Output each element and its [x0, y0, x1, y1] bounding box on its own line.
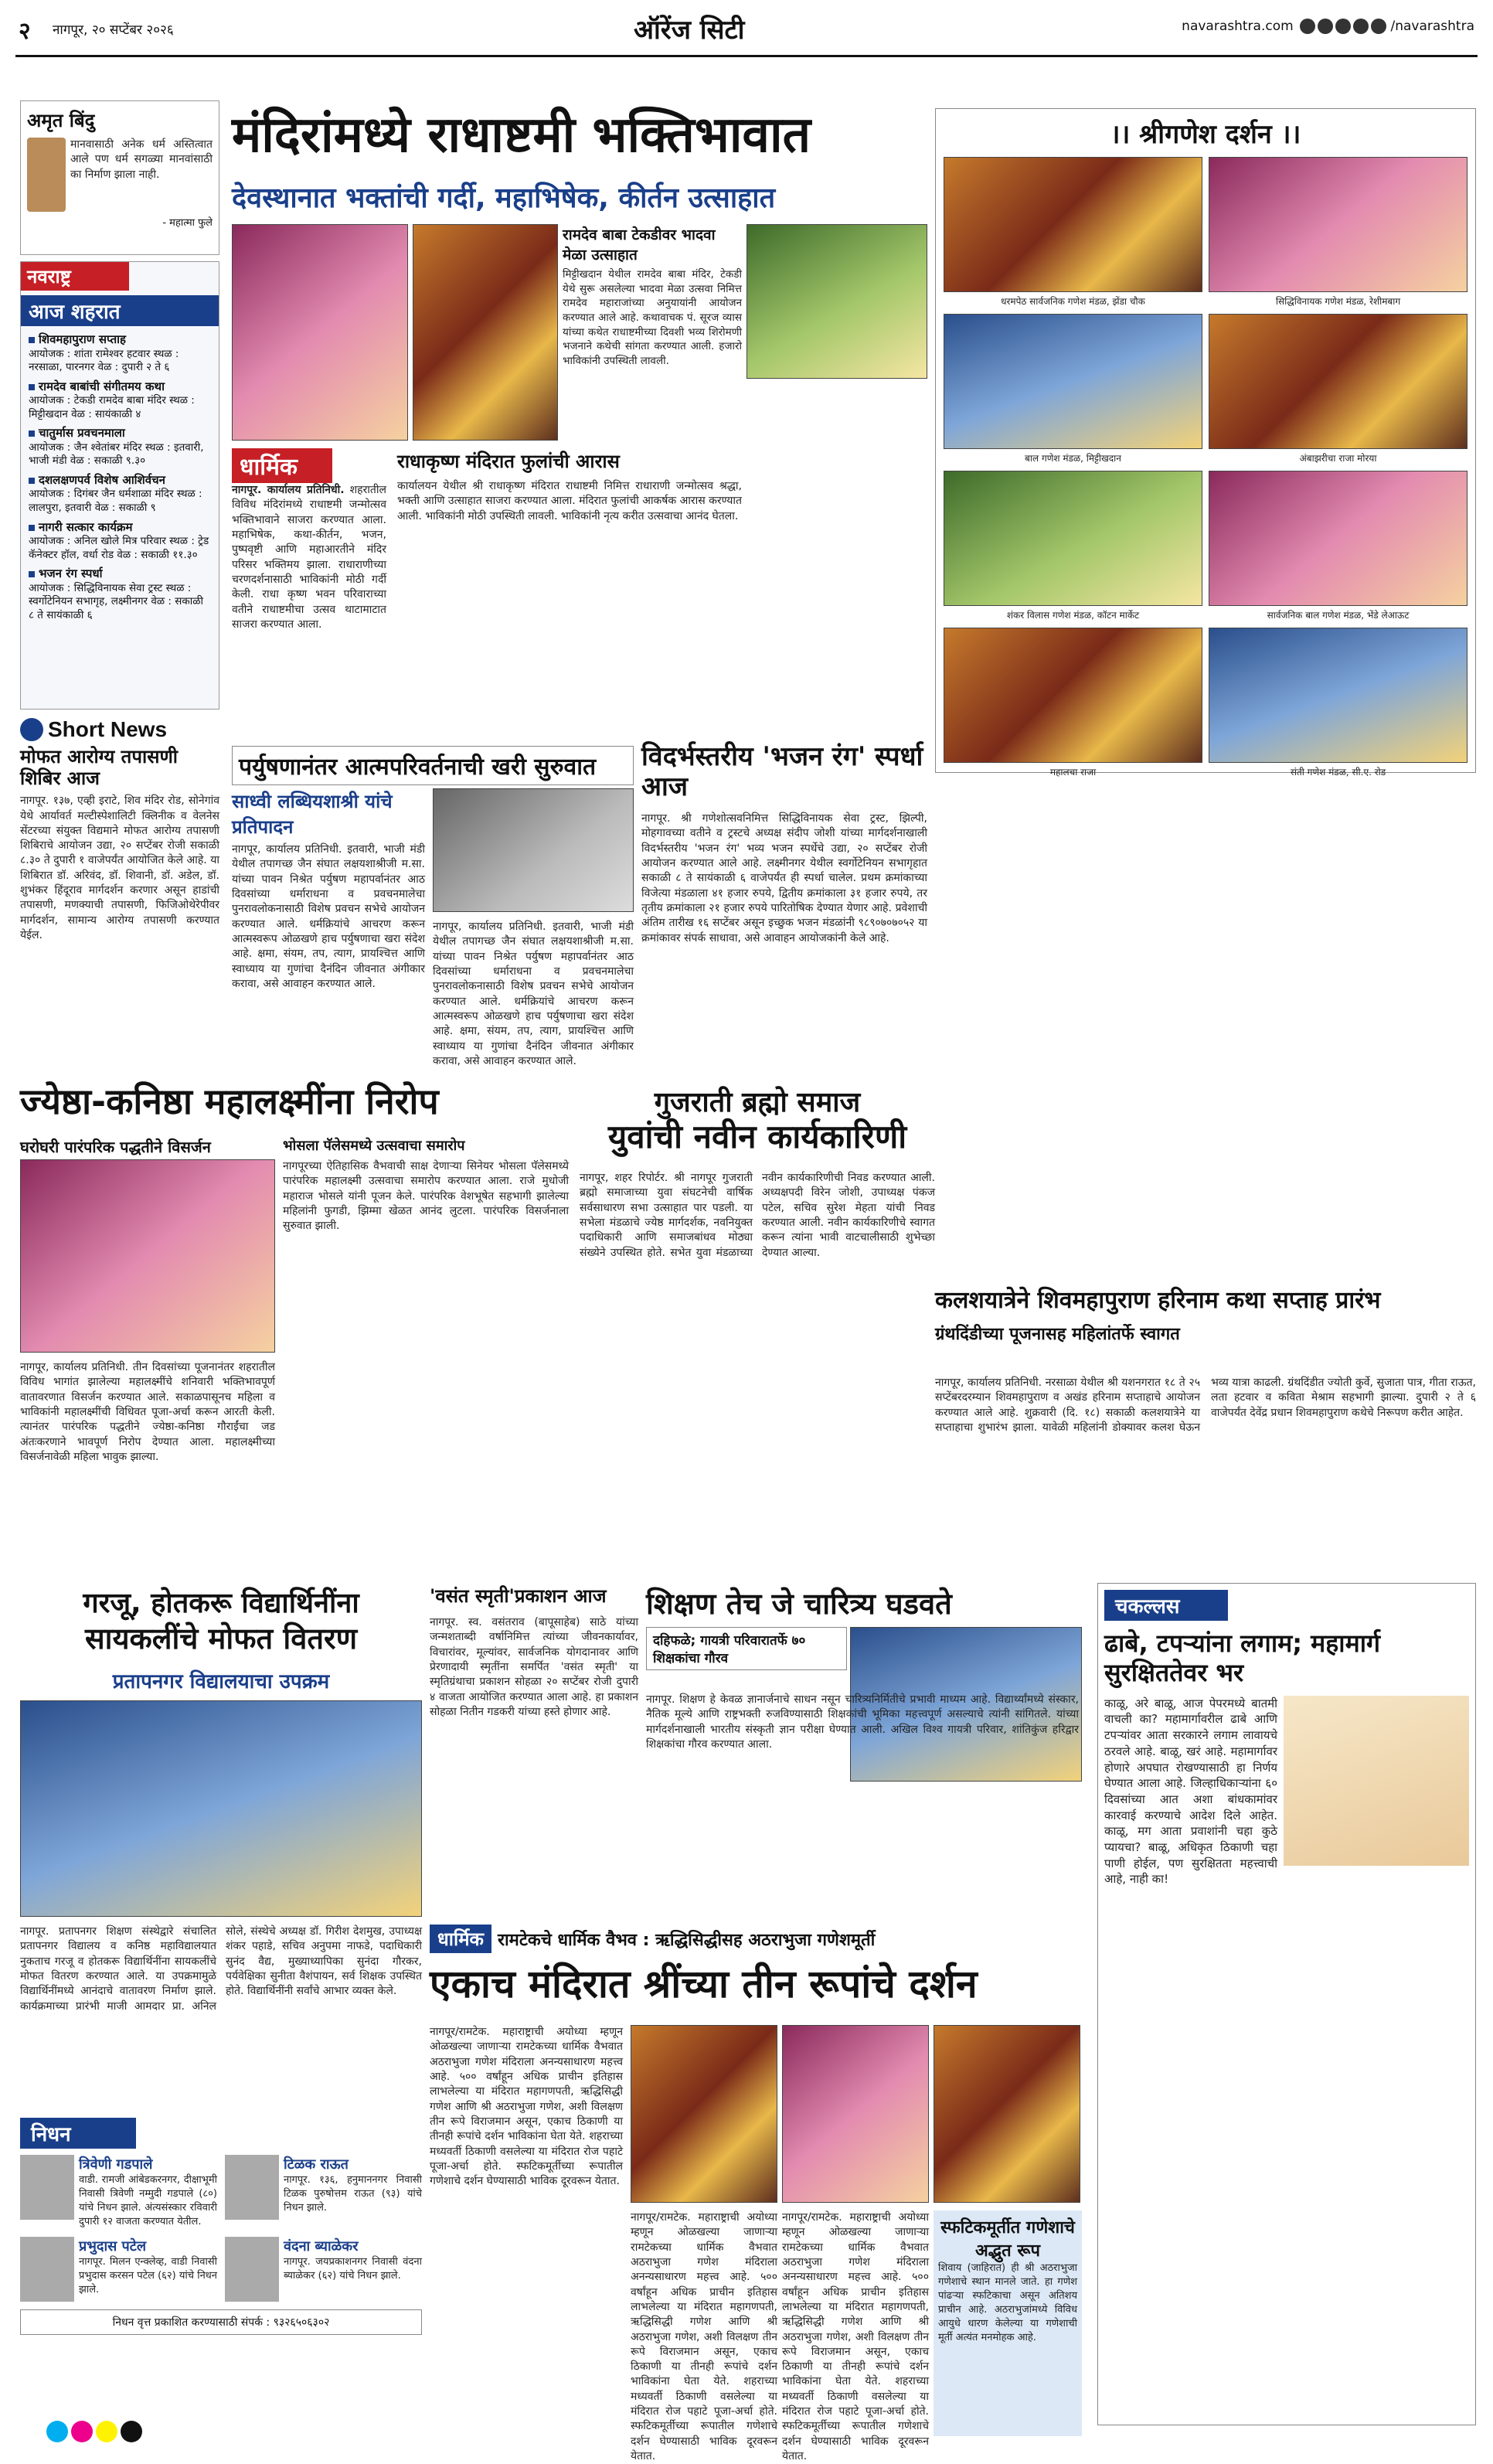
obituary-text: वाडी. रामजी आंबेडकरनगर, दीक्षाभूमी निवासी त्रिवेणी नम्मुदी गडपाले (८०) यांचे निधन झाले. अंत्यसंस्कार रविवारी दुपारी १२ वाजता करण्यात येतील. — [79, 2174, 217, 2227]
site-link[interactable]: navarashtra.com — [1182, 19, 1294, 34]
chakallas-box — [1097, 1583, 1476, 2425]
linkedin-icon[interactable] — [1371, 19, 1386, 34]
obituary-item — [225, 2237, 422, 2302]
ganesh-caption: महालचा राजा — [1049, 767, 1097, 778]
cycles-headline: गरजू, होतकरू विद्यार्थिनींना — [83, 1588, 359, 1619]
short-news-title: मोफत आरोग्य तपासणी शिबिर आज — [20, 746, 179, 789]
aaj-item-title: भजन रंग स्पर्धा — [29, 567, 103, 580]
short-news-box — [20, 717, 219, 980]
ganesh-tile — [944, 157, 1202, 308]
obituary-item — [20, 2155, 217, 2229]
sphatik-box — [934, 2210, 1082, 2436]
social-handle[interactable]: /navarashtra — [1390, 19, 1474, 34]
aaj-item-detail: आयोजक : टेकडी रामदेव बाबा मंदिर स्थळ : मिट्टीखदान वेळ : सायंकाळी ४ — [29, 394, 195, 420]
aaj-item-detail: आयोजक : दिगंबर जैन धर्मशाळा मंदिर स्थळ : लालपुरा, इतवारी वेळ : सकाळी ९ — [29, 488, 202, 515]
ganesh-caption: अंबाझरीचा राजा मोरया — [1299, 453, 1377, 464]
amrit-quote: मानवासाठी अनेक धर्म अस्तित्वात आले पण धर्म सगळ्या मानवांसाठी का निर्माण झाला नाही. — [70, 138, 213, 181]
aaj-item-title: नागरी सत्कार कार्यक्रम — [29, 520, 132, 534]
ganesh-tile — [944, 314, 1202, 465]
ganesh-idol-photo — [944, 628, 1202, 763]
paryushan-headline: पर्युषणानंतर आत्मपरिवर्तनाची खरी सुरुवात — [232, 746, 634, 785]
page-number: २ — [19, 18, 31, 45]
obituary-name: प्रभुदास पटेल — [79, 2238, 147, 2255]
aaj-item-title: रामदेव बाबांची संगीतमय कथा — [29, 379, 165, 393]
ganesh-tile — [1209, 157, 1467, 308]
kalash-sub: ग्रंथदिंडीच्या पूजनासह महिलांतर्फे स्वागत — [935, 1325, 1180, 1344]
radha-krishna-photo — [232, 224, 408, 441]
ganesh-photo-1 — [631, 2025, 777, 2203]
obituary-photo — [20, 2155, 74, 2220]
bhajan-text: नागपूर. श्री गणेशोत्सवनिमित्त सिद्धिविनायक सेवा ट्रस्ट, झिल्पी, मोहगावच्या वतीने व ट्रस्टचे अध्यक्ष संदीप जोशी यांच्या मार्गदर्शनाखाली विदर्भस्तरीय 'भजन रंग' भव्य भजन स्पर्धेचे उद्या, २० सप्टेंबर रोजी आयोजन करण्यात आले आहे. लक्ष्मीनगर येथील स्वर्गोटेनियन सभागृहात सकाळी ८ ते सायंकाळी ६ वाजेपर्यंत ही स्पर्धा चालेल. प्रथम क्रमांकाच्या विजेत्या मंडळाला ४१ हजार रुपये, द्वितीय क्रमांकाला ३१ हजार रुपये, तर तृतीय क्रमांकाला २१ हजार रुपये पारितोषिक देण्यात येणार आहे. प्रवेशाची अंतिम तारीख १६ सप्टेंबर असून इच्छुक भजन मंडळांनी ९८९०७०७०५२ या क्रमांकावर संपर्क साधावा, असे आवाहन आयोजकांनी केले आहे. — [641, 812, 927, 944]
aaj-item — [29, 567, 211, 622]
paryushan-text-2: नागपूर, कार्यालय प्रतिनिधी. इतवारी, भाजी मंडी येथील तपागच्छ जैन संघात लक्षयशाश्रीजी म.सा. यांच्या पावन निश्रेत पर्युषण महापर्वानंतर आठ दिवसांच्या धर्माराधना व प्रवचनमालेचा पुनरावलोकनासाठी विशेष प्रवचन सभेचे आयोजन करण्यात आले. धर्मक्रियांचे आचरण करून आत्मस्वरूप ओळखणे हाच पर्युषणाचा खरा संदेश आहे. क्षमा, संयम, तप, त्याग, प्रायश्चित्त आणि स्वाध्याय या गुणांचा दैनंदिन जीवनात अंगीकार करावा, असे आवाहन करण्यात आले. — [433, 921, 634, 1067]
ramtek-kicker-bar — [430, 1925, 1083, 1953]
nidhan-note: निधन वृत्त प्रकाशित करण्यासाठी संपर्क : ९३२६५०६३०२ — [20, 2309, 422, 2335]
brand-label: नवराष्ट्र — [21, 262, 129, 291]
facebook-icon[interactable] — [1300, 19, 1315, 34]
aaj-item-title: शिवमहापुराण सप्ताह — [29, 332, 126, 346]
mahalaxmi-photo — [20, 1159, 275, 1353]
obituary-photo — [20, 2237, 74, 2302]
edition-date: नागपूर, २० सप्टेंबर २०२६ — [53, 22, 174, 38]
aaj-item-detail: आयोजक : सिद्धिविनायक सेवा ट्रस्ट स्थळ : स्वर्गोटेनियन सभागृह, लक्ष्मीनगर वेळ : सकाळी ८ ते सायंकाळी ६ — [29, 581, 204, 621]
ramdev-section — [563, 224, 742, 368]
aaj-item — [29, 426, 211, 468]
cartoon-illustration — [1284, 1696, 1469, 1866]
chakallas-title: ढाबे, टपऱ्यांना लगाम; महामार्ग सुरक्षिततेवर भर — [1104, 1628, 1381, 1688]
ganesh-photo-3 — [934, 2025, 1080, 2203]
vasant-headline: 'वसंत स्मृती'प्रकाशन आज — [430, 1585, 607, 1607]
ganesh-idol-photo — [944, 157, 1202, 292]
ganesh-darshan-panel — [935, 108, 1476, 778]
amrit-author: - महात्मा फुले — [162, 217, 213, 229]
ganesh-caption: शंकर विलास गणेश मंडळ, कॉटन मार्केट — [1006, 610, 1140, 621]
amrit-bindu-box — [20, 100, 219, 255]
aaj-list — [21, 331, 219, 628]
aaj-title: आज शहरात — [21, 295, 219, 326]
ganesh-tile — [1209, 628, 1467, 778]
ganesh-idol-photo — [1209, 157, 1467, 292]
lead-byline: नागपूर. कार्यालय प्रतिनिधी. — [232, 484, 345, 496]
lead-body — [232, 483, 386, 632]
paryushan-photo — [433, 788, 634, 912]
obituary-photo — [225, 2155, 279, 2220]
ganesh-idol-photo — [1209, 471, 1467, 606]
cycles-photo — [20, 1700, 422, 1917]
gujarati-text: नागपूर, शहर रिपोर्टर. श्री नागपूर गुजराती ब्रह्मो समाजाच्या युवा संघटनेची वार्षिक सर्वसाधारण सभा उत्साहात पार पडली. या सभेला मंडळाचे ज्येष्ठ मार्गदर्शक, नवनियुक्त पदाधिकारी आणि समाजबांधव मोठ्या संख्येने उपस्थित होते. सभेत युवा मंडळाच्या नवीन कार्यकारिणीची निवड करण्यात आली. अध्यक्षपदी विरेन जोशी, उपाध्यक्ष पंकज पटेल, सचिव सुरेश मेहता यांची निवड करण्यात आली. नवीन कार्यकारिणीचे स्वागत करून त्यांना भावी वाटचालीसाठी शुभेच्छा देण्यात आल्या. — [580, 1172, 935, 1259]
ganesh-idol-photo — [944, 471, 1202, 606]
amrit-title: अमृत बिंदु — [27, 110, 95, 131]
obituary-item — [20, 2237, 217, 2302]
obituary-photo — [225, 2237, 279, 2302]
sphatik-text: शिवाय (जाहिरात) ही श्री अठराभुजा गणेशाचे स्थान मानले जाते. हा गणेश पांढऱ्या स्फटिकाचा असून अतिशय प्राचीन आहे. अठराभुजांमध्ये विविध आयुधे धारण केलेल्या या गणेशाची मूर्ती अत्यंत मनमोहक आहे. — [938, 2262, 1077, 2343]
ganesh-idol-photo — [944, 314, 1202, 449]
kalash-text: नागपूर, कार्यालय प्रतिनिधी. नरसाळा येथील श्री यशनगरात १८ ते २५ सप्टेंबरदरम्यान शिवमहापुराण व अखंड हरिनाम सप्ताहाचे आयोजन करण्यात आले आहे. शुक्रवारी (दि. १८) सकाळी कलशयात्रेने या सप्ताहाचा शुभारंभ झाला. यावेळी महिलांनी डोक्यावर कलश घेऊन भव्य यात्रा काढली. ग्रंथदिंडीत ज्योती कुर्वे, सुजाता पात्र, गीता राऊत, लता हटवार व कविता मेश्राम सहभागी झाल्या. दुपारी २ ते ६ वाजेपर्यंत देवेंद्र प्रधान शिवमहापुराण कथेचे निरूपण करीत आहेत. — [935, 1377, 1476, 1434]
gujarati-headline-2: युवांची नवीन कार्यकारिणी — [607, 1118, 907, 1155]
chakallas-text: काळू, अरे बाळू, आज पेपरमध्ये बातमी वाचली का? महामार्गावरील ढाबे आणि टपऱ्यांवर आता सरकारने लगाम लावायचे ठरवले आहे. बाळू, खरं आहे. महामार्गावर होणारे अपघात रोखण्यासाठी हा निर्णय घेण्यात आला आहे. जिल्हाधिकाऱ्यांना ६० दिवसांच्या आत अशा बांधकामांवर कारवाई करण्याचे आदेश दिले आहेत. काळू, मग आता प्रवाशांनी चहा कुठे प्यायचा? बाळू, अधिकृत ठिकाणी चहा पाणी होईल, पण सुरक्षितता महत्त्वाची आहे, नाही का! — [1104, 1696, 1277, 1887]
aaj-item — [29, 379, 211, 422]
temple-photo — [413, 224, 558, 441]
ramtek-kicker: रामटेकचे धार्मिक वैभव : ऋद्धिसिद्धीसह अठराभुजा गणेशमूर्ती — [497, 1930, 876, 1950]
ganesh-caption: संती गणेश मंडळ, सी.ए. रोड — [1290, 767, 1386, 778]
magenta-reg-mark — [71, 2421, 93, 2442]
aaj-item-title: चातुर्मास प्रवचनमाला — [29, 426, 125, 440]
ramtek-headline: एकाच मंदिरात श्रींच्या तीन रूपांचे दर्शन — [430, 1962, 978, 2006]
x-icon[interactable] — [1335, 19, 1351, 34]
aaj-item-detail: आयोजक : अनिल खोले मित्र परिवार स्थळ : ट्रेड कॅनेक्टर हॉल, वर्धा रोड वेळ : सकाळी ११.३० — [29, 535, 209, 561]
mahalaxmi-sub: घरोघरी पारंपरिक पद्धतीने विसर्जन — [20, 1138, 211, 1156]
vasant-text: नागपूर. स्व. वसंतराव (बापूसाहेब) साठे यांच्या जन्मशताब्दी वर्षानिमित्त त्यांच्या जीवनकार्यावर, विचारांवर, मूल्यांवर, सार्वजनिक योगदानावर आणि प्रेरणादायी स्मृतींना समर्पित 'वसंत स्मृती' या स्मृतिग्रंथाचा प्रकाशन सोहळा २० सप्टेंबर रोजी दुपारी ४ वाजता आयोजित करण्यात आला आहे. हा प्रकाशन सोहळा नितीन गडकरी यांच्या हस्ते होणार आहे. — [430, 1616, 638, 1718]
nidhan-box — [20, 2118, 422, 2427]
ganesh-idol-photo — [1209, 628, 1467, 763]
ramtek-text-2: नागपूर/रामटेक. महाराष्ट्राची अयोध्या म्हणून ओळखल्या जाणाऱ्या रामटेकच्या धार्मिक वैभवात अठराभुजा गणेश मंदिराला अनन्यसाधारण महत्त्व आहे. ५०० वर्षांहून अधिक प्राचीन इतिहास लाभलेल्या या मंदिरात महागणपती, ऋद्धिसिद्धी गणेश आणि श्री अठराभुजा गणेश, अशी विलक्षण तीन रूपे विराजमान असून, एकाच ठिकाणी या तीनही रूपांचे दर्शन भाविकांना घेता येते. शहराच्या मध्यवर्ती ठिकाणी वसलेल्या या मंदिरात रोज पहाटे पूजा-अर्चा होते. स्फटिकमूर्तीच्या रूपातील गणेशाचे दर्शन घेण्यासाठी भाविक दूरवरून येतात. — [631, 2211, 777, 2462]
obituary-name: टिळक राऊत — [284, 2156, 349, 2173]
cycles-headline-2: सायकलींचे मोफत वितरण — [84, 1622, 358, 1656]
obituary-name: त्रिवेणी गडपाले — [79, 2156, 153, 2173]
nidhan-list — [20, 2155, 422, 2302]
obituary-text: नागपूर. १३६, हनुमाननगर निवासी टिळक पुरुषोत्तम राऊत (९३) यांचे निधन झाले. — [284, 2174, 422, 2214]
short-news-label: Short News — [48, 717, 168, 741]
ramdev-photo — [746, 224, 927, 379]
short-news-text: नागपूर. १३७, एव्ही इराटे, शिव मंदिर रोड, सोनेगांव येथे आर्यावर्त मल्टीस्पेशालिटी क्लिनीक व वेलनेस सेंटरच्या संयुक्त विद्यमाने मोफत आरोग्य तपासणी शिबिराचे आयोजन उद्या, २० सप्टेंबर रोजी सकाळी ८.३० ते दुपारी १ वाजेपर्यंत आयोजित केले आहे. या शिबिरात डॉ. अरिवंद, डॉ. शिवानी, डॉ. अडेल, डॉ. शुभंकर हिंदूराव मार्गदर्शन करणार असून हाडांची तपासणी, मणक्याची तपासणी, फिजिओथेरेपीवर मार्गदर्शन, सामान्य आरोग्य तपासणी करण्यात येईल. — [20, 795, 219, 941]
cycles-sub: प्रतापनगर विद्यालयाचा उपक्रम — [112, 1670, 330, 1693]
cyan-reg-mark — [46, 2421, 68, 2442]
aaj-item — [29, 332, 211, 375]
obituary-item — [225, 2155, 422, 2229]
aaj-item — [29, 520, 211, 563]
aaj-item-detail: आयोजक : शांता रामेश्वर हटवार स्थळ : नरसाळा, पारनगर वेळ : दुपारी २ ते ६ — [29, 347, 179, 374]
paryushan-text: नागपूर, कार्यालय प्रतिनिधी. इतवारी, भाजी मंडी येथील तपागच्छ जैन संघात लक्षयशाश्रीजी म.सा. यांच्या पावन निश्रेत पर्युषण महापर्वानंतर आठ दिवसांच्या धर्माराधना व प्रवचनमालेचा पुनरावलोकनासाठी विशेष प्रवचन सभेचे आयोजन करण्यात आले. धर्मक्रियांचे आचरण करून आत्मस्वरूप ओळखणे हाच पर्युषणाचा खरा संदेश आहे. क्षमा, संयम, तप, त्याग, प्रायश्चित्त आणि स्वाध्याय या गुणांचा दैनंदिन जीवनात अंगीकार करावा, असे आवाहन करण्यात आले. — [232, 843, 425, 990]
ganesh-idol-photo — [1209, 314, 1467, 449]
cycles-text: नागपूर. प्रतापनगर शिक्षण संस्थेद्वारे संचालित प्रतापनगर विद्यालय व कनिष्ठ महाविद्यालयात नुकताच गरजू व होतकरू विद्यार्थिनींना सायकलींचे मोफत वितरण करण्यात आले. या उपक्रमामुळे विद्यार्थिनींमध्ये आनंदाचे वातावरण निर्माण झाले. कार्यक्रमाच्या प्रारंभी माजी आमदार प्रा. अनिल सोले, संस्थेचे अध्यक्ष डॉ. गिरीश देशमुख, उपाध्यक्ष शंकर पहाडे, सचिव अनुपमा नाफडे, पदाधिकारी सुनंद वैद्य, मुख्याध्यापिका सुनंदा गौरकर, पर्यवेक्षिका सुनीता वैशंपायन, सर्व शिक्षक उपस्थित होते. विद्यार्थिनींनी सर्वांचे आभार व्यक्त केले. — [20, 1925, 422, 2013]
ganesh-tile — [1209, 314, 1467, 465]
ganesh-photo-2 — [782, 2025, 929, 2203]
kalash-headline: कलशयात्रेने शिवमहापुराण हरिनाम कथा सप्ताह प्रारंभ — [935, 1287, 1381, 1314]
ramdev-subhead: रामदेव बाबा टेकडीवर भादवा मेळा उत्साहात — [563, 226, 716, 264]
ganesh-caption: धरमपेठ सार्वजनिक गणेश मंडळ, झेंडा चौक — [1001, 296, 1145, 307]
sphatik-title: स्फटिकमूर्तीत गणेशाचे अद्भुत रूप — [940, 2218, 1075, 2261]
arrow-icon — [20, 718, 43, 741]
chakallas-label: चकल्लस — [1104, 1590, 1228, 1621]
aaj-item — [29, 473, 211, 516]
instagram-icon[interactable] — [1318, 19, 1333, 34]
bhosla-subhead: भोसला पॅलेसमध्ये उत्सवाचा समारोप — [283, 1138, 465, 1154]
ganesh-title: ।। श्रीगणेश दर्शन ।। — [1110, 119, 1301, 150]
ganesh-caption: सिद्धिविनायक गणेश मंडळ, रेशीमबाग — [1275, 296, 1401, 307]
mahalaxmi-headline: ज्येष्ठा-कनिष्ठा महालक्ष्मींना निरोप — [20, 1081, 439, 1122]
ramtek-text-3: नागपूर/रामटेक. महाराष्ट्राची अयोध्या म्हणून ओळखल्या जाणाऱ्या रामटेकच्या धार्मिक वैभवात अठराभुजा गणेश मंदिराला अनन्यसाधारण महत्त्व आहे. ५०० वर्षांहून अधिक प्राचीन इतिहास लाभलेल्या या मंदिरात महागणपती, ऋद्धिसिद्धी गणेश आणि श्री अठराभुजा गणेश, अशी विलक्षण तीन रूपे विराजमान असून, एकाच ठिकाणी या तीनही रूपांचे दर्शन भाविकांना घेता येते. शहराच्या मध्यवर्ती ठिकाणी वसलेल्या या मंदिरात रोज पहाटे पूजा-अर्चा होते. स्फटिकमूर्तीच्या रूपातील गणेशाचे दर्शन घेण्यासाठी भाविक दूरवरून येतात. — [782, 2211, 929, 2462]
obituary-text: नागपूर. मिलन एन्क्लेव्ह, वाडी निवासी प्रभुदास करसन पटेल (६२) यांचे निधन झाले. — [79, 2255, 217, 2296]
bhajan-headline: विदर्भस्तरीय 'भजन रंग' स्पर्धा आज — [641, 741, 923, 803]
ganesh-tile — [944, 471, 1202, 621]
paryushan-sub: साध्वी लब्धियशाश्री यांचे प्रतिपादन — [232, 791, 393, 838]
ganesh-caption: सार्वजनिक बाल गणेश मंडळ, भेंडे लेआऊट — [1267, 610, 1410, 621]
site-links — [1182, 19, 1474, 34]
ganesh-tile — [944, 628, 1202, 778]
flowers-text: कार्यालयन येथील श्री राधाकृष्ण मंदिरात राधाष्टमी निमित्त राधाराणी जन्मोत्सव श्रद्धा, भक्ती आणि उत्साहात साजरा करण्यात आला. मंदिरात फुलांची आकर्षक आरास करण्यात आली. भाविकांनी मोठी उपस्थिती लावली. भाविकांनी नृत्य करीत उत्सवाचा आनंद घेतला. — [397, 480, 742, 522]
black-reg-mark — [121, 2421, 142, 2442]
lead-body-text: शहरातील विविध मंदिरांमध्ये राधाष्टमी जन्मोत्सव भक्तिभावाने साजरा करण्यात आला. महाभिषेक, कथा-कीर्तन, भजन, पुष्पवृष्टी आणि महाआरतीने मंदिर परिसर भक्तिमय झाला. राधाराणीच्या चरणदर्शनासाठी भाविकांनी मोठी गर्दी केली. राधा कृष्ण भवन परिवाराच्या वतीने राधाष्टमीचा उत्सव थाटामाटात साजरा करण्यात आला. — [232, 484, 387, 631]
youtube-icon[interactable] — [1353, 19, 1369, 34]
aaj-shahrat-box — [20, 261, 219, 710]
flowers-subhead: राधाकृष्ण मंदिरात फुलांची आरास — [397, 451, 620, 472]
shikshan-headline: शिक्षण तेच जे चारित्र्य घडवते — [646, 1587, 952, 1621]
ganesh-caption: बाल गणेश मंडळ, मिट्टीखदान — [1025, 453, 1121, 464]
lead-subhead: देवस्थानात भक्तांची गर्दी, महाभिषेक, कीर्तन उत्साहात — [232, 182, 776, 214]
aaj-item-detail: आयोजक : जैन श्वेतांबर मंदिर स्थळ : इतवारी, भाजी मंडी वेळ : सकाळी ९.३० — [29, 441, 204, 468]
yellow-reg-mark — [96, 2421, 117, 2442]
obituary-text: नागपूर. जयप्रकाशनगर निवासी वंदना ब्याळेकर (६२) यांचे निधन झाले. — [284, 2255, 422, 2282]
ramdev-text: मिट्टीखदान येथील रामदेव बाबा मंदिर, टेकडी येथे सुरू असलेल्या भादवा मेळा उत्सवा निमित्त रामदेव महाराजांच्या अनुयायांनी आयोजन करण्यात आले आहे. कथावाचक पं. सूरज व्यास यांच्या कथेत राधाष्टमीच्या दिवशी भव्य शिरोमणी भजनाने कथेची सांगता करण्यात आली. हजारो भाविकांनी उपस्थिती लावली. — [563, 268, 742, 367]
ganesh-grid — [936, 157, 1475, 778]
masthead-bar — [15, 11, 1478, 57]
ganesh-tile — [1209, 471, 1467, 621]
lead-headline: मंदिरांमध्ये राधाष्टमी भक्तिभावात — [232, 107, 811, 164]
obituary-name: वंदना ब्याळेकर — [284, 2238, 359, 2255]
mahalaxmi-text: नागपूर, कार्यालय प्रतिनिधी. तीन दिवसांच्या पूजनानंतर शहरातील विविध भागांत झालेल्या महालक्ष्मींचे शनिवारी भक्तिभावपूर्ण वातावरणात विसर्जन करण्यात आले. सकाळपासूनच महिला व भाविकांनी महालक्ष्मींची विधिवत पूजा-अर्चा करून आरती केली. त्यानंतर पारंपरिक पद्धतीने ज्येष्ठा-कनिष्ठा गौराईंचा जड अंतःकरणाने भावपूर्ण निरोप देण्यात आला. महालक्ष्मीच्या विसर्जनावेळी महिला भावुक झाल्या. — [20, 1361, 275, 1463]
dharmik-tag: धार्मिक — [232, 448, 332, 483]
ramtek-tag: धार्मिक — [430, 1925, 491, 1953]
nidhan-label: निधन — [20, 2118, 136, 2149]
phule-portrait — [27, 138, 66, 212]
aaj-item-title: दशलक्षणपर्व विशेष आशिर्वचन — [29, 473, 165, 487]
bhosla-text: नागपूरच्या ऐतिहासिक वैभवाची साक्ष देणाऱ्या सिनेयर भोसला पॅलेसमध्ये पारंपरिक महालक्ष्मी उत्सवाचा समारोप करण्यात आला. राजे मुधोजी महाराज भोसले यांनी पूजन केले. पारंपरिक वेशभूषेत सहभागी झालेल्या महिलांनी फुगडी, झिम्मा खेळत आनंद लुटला. पारंपरिक विसर्जनाला सुरुवात झाली. — [283, 1160, 569, 1233]
shikshan-sub: दहिफळे; गायत्री परिवारातर्फे ७० शिक्षकांचा गौरव — [646, 1627, 847, 1670]
ramtek-text: नागपूर/रामटेक. महाराष्ट्राची अयोध्या म्हणून ओळखल्या जाणाऱ्या रामटेकच्या धार्मिक वैभवात अठराभुजा गणेश मंदिराला अनन्यसाधारण महत्त्व आहे. ५०० वर्षांहून अधिक प्राचीन इतिहास लाभलेल्या या मंदिरात महागणपती, ऋद्धिसिद्धी गणेश आणि श्री अठराभुजा गणेश, अशी विलक्षण तीन रूपे विराजमान असून, एकाच ठिकाणी या तीनही रूपांचे दर्शन भाविकांना घेता येते. शहराच्या मध्यवर्ती ठिकाणी वसलेल्या या मंदिरात रोज पहाटे पूजा-अर्चा होते. स्फटिकमूर्तीच्या रूपातील गणेशाचे दर्शन घेण्यासाठी भाविक दूरवरून येतात. — [430, 2026, 623, 2188]
section-name: ऑरेंज सिटी — [634, 15, 745, 46]
shikshan-text: नागपूर. शिक्षण हे केवळ ज्ञानार्जनाचे साधन नसून चारित्र्यनिर्मितीचे प्रभावी माध्यम आहे. विद्यार्थ्यांमध्ये संस्कार, नैतिक मूल्ये आणि राष्ट्रभक्ती रुजविण्यासाठी शिक्षकांची भूमिका महत्त्वपूर्ण असल्याचे त्यांनी सांगितले. यांच्या मार्गदर्शनाखाली भारतीय संस्कृती ज्ञान परीक्षा घेण्यात आली. अखिल विश्व गायत्री परिवार, शांतिकुंज हरिद्वार शिक्षकांचा गौरव करण्यात आला. — [646, 1693, 1079, 1751]
gujarati-headline: गुजराती ब्रह्मो समाज — [654, 1087, 861, 1118]
